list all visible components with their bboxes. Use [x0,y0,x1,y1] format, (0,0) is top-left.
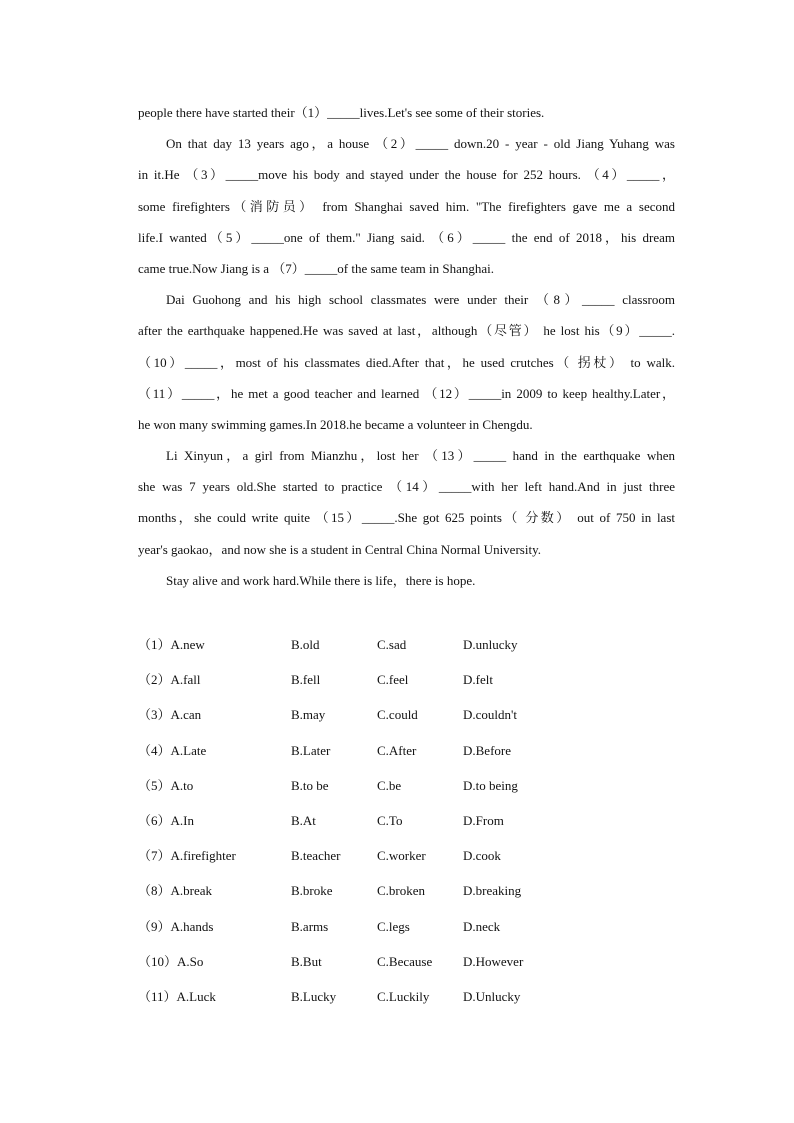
option-c: C.To [377,812,403,828]
passage-line [138,97,675,128]
option-row [138,909,658,944]
option-d: D.cook [463,848,501,864]
option-b: B.At [291,812,316,828]
passage-line [138,347,675,378]
option-a: （7）A.firefighter [138,848,236,864]
option-b: B.But [291,953,322,969]
option-row [138,768,658,803]
passage-line-text: Li Xinyun，a girl from Mianzhu，lost her （13）_____ hand in the earthquake when [166,448,675,464]
option-a: （5）A.to [138,777,194,793]
option-d: D.From [463,812,504,828]
passage-line [138,409,675,440]
passage-line-text: he won many swimming games.In 2018.he became a volunteer in Chengdu. [138,416,533,432]
option-c: C.Because [377,953,433,969]
option-a: （1）A.new [138,637,205,652]
passage-line [138,159,675,190]
passage-line [138,378,675,409]
option-a: （4）A.Late [138,742,207,758]
option-b: B.broke [291,883,333,899]
option-a: （9）A.hands [138,918,214,934]
option-a: （3）A.can [138,707,202,723]
option-row [138,733,658,768]
passage-line-text: in it.He （3）_____move his body and stayed under the house for 252 hours. （4）_____， [138,167,675,183]
passage-line [138,534,675,565]
options-list [138,627,658,1014]
option-row [138,803,658,838]
passage-line-text: （10）_____，most of his classmates died.After that，he used crutches（ 拐杖） to walk. [138,354,675,370]
option-d: D.neck [463,918,501,934]
passage-line [138,222,675,253]
passage-line [138,253,675,284]
option-row [138,697,658,732]
passage-line-text: Stay alive and work hard.While there is life，there is hope. [166,572,476,588]
option-b: B.may [291,707,326,723]
passage-line-text: Dai Guohong and his high school classmates were under their （8）_____ classroom [166,292,675,308]
option-c: C.feel [377,672,409,688]
option-b: B.arms [291,918,329,934]
option-b: B.teacher [291,848,341,864]
option-a: （2）A.fall [138,672,201,688]
option-a: （8）A.break [138,883,213,899]
option-d: D.felt [463,672,493,688]
passage-line [138,191,675,222]
option-d: D.Before [463,742,512,758]
option-d: D.to being [463,777,518,793]
passage-text [138,97,675,596]
option-a: （10）A.So [138,953,204,969]
passage-line [138,440,675,471]
passage-line-text: came true.Now Jiang is a （7）_____of the same team in Shanghai. [138,260,494,276]
passage-line [138,284,675,315]
option-d: D.breaking [463,883,522,899]
passage-line-text: months，she could write quite （15）_____.She got 625 points（ 分数） out of 750 in last [138,510,675,526]
option-row [138,979,658,1014]
passage-line [138,128,675,159]
option-row [138,662,658,697]
passage-line [138,502,675,533]
option-b: B.old [291,637,320,652]
option-d: D.unlucky [463,637,518,652]
option-a: （6）A.In [138,812,194,828]
option-row [138,838,658,873]
option-row [138,873,658,908]
option-c: C.sad [377,637,407,652]
passage-line [138,565,675,596]
option-row [138,627,658,662]
option-c: C.Luckily [377,988,430,1004]
option-d: D.couldn't [463,707,517,723]
option-c: C.legs [377,918,410,934]
option-b: B.Lucky [291,988,337,1004]
option-b: B.to be [291,777,329,793]
passage-line-text: after the earthquake happened.He was saved at last，although（尽管） he lost his（9）_____. [138,323,675,339]
passage-line-text: people there have started their（1）_____lives.Let's see some of their stories. [138,105,545,120]
passage-line [138,315,675,346]
passage-line-text: （11）_____，he met a good teacher and learned （12）_____in 2009 to keep healthy.Later， [138,385,675,401]
passage-line-text: year's gaokao，and now she is a student in Central China Normal University. [138,541,541,557]
passage-line [138,471,675,502]
option-b: B.Later [291,742,331,758]
passage-line-text: she was 7 years old.She started to practice （14）_____with her left hand.And in just three [138,479,675,495]
option-c: C.could [377,707,418,723]
passage-line-text: life.I wanted（5）_____one of them." Jiang said. （6）_____ the end of 2018，his dream [138,229,675,245]
option-row [138,944,658,979]
passage-line-text: On that day 13 years ago，a house （2）_____ down.20 - year - old Jiang Yuhang was [166,136,675,152]
option-c: C.broken [377,883,426,899]
option-a: （11）A.Luck [138,988,216,1004]
option-c: C.After [377,742,417,758]
option-c: C.be [377,777,402,793]
option-d: D.Unlucky [463,988,521,1004]
passage-line-text: some firefighters（消防员） from Shanghai saved him. "The firefighters gave me a second [138,198,675,214]
option-c: C.worker [377,848,426,864]
option-b: B.fell [291,672,321,688]
option-d: D.However [463,953,524,969]
